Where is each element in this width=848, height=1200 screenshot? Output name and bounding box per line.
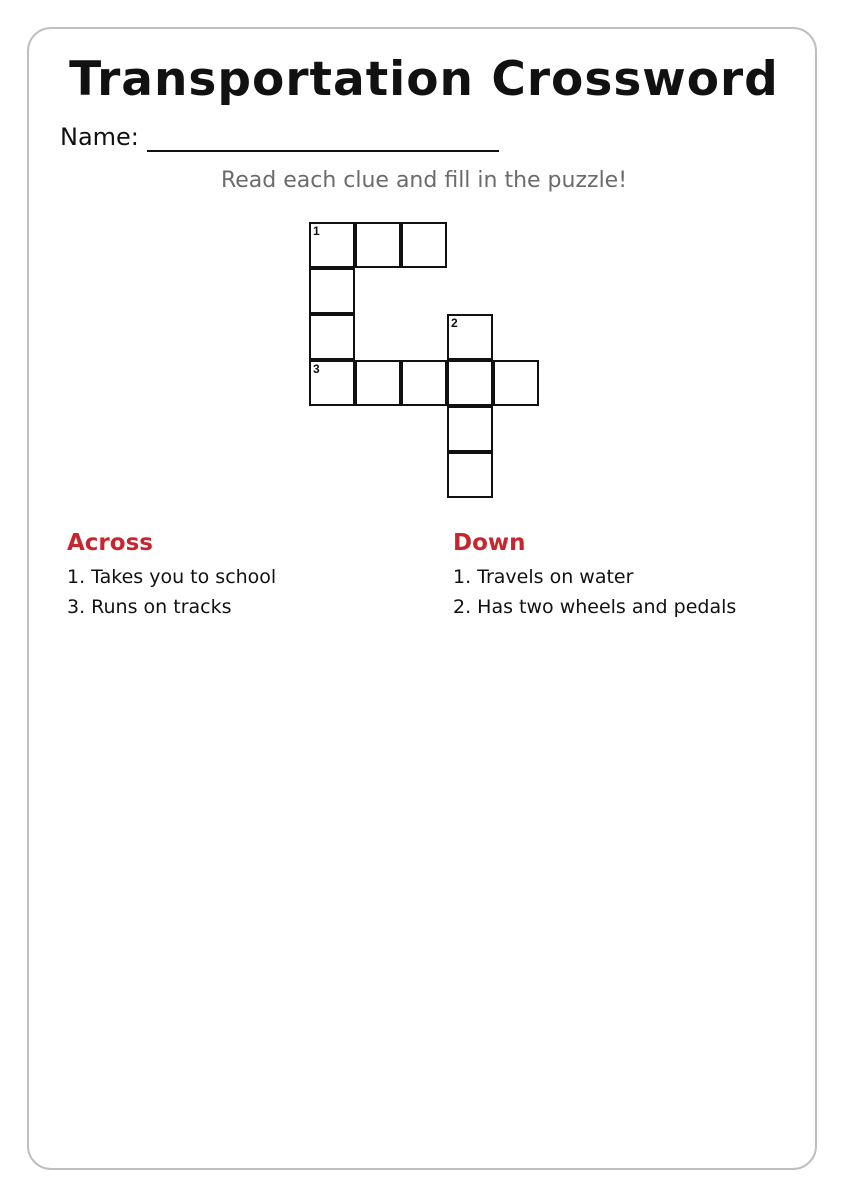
instructions: Read each clue and fill in the puzzle! [220, 168, 628, 193]
crossword-cell[interactable] [447, 406, 493, 452]
across-clue-list [67, 562, 276, 622]
name-label: Name: [60, 123, 139, 151]
page-title: Transportation Crossword [69, 52, 779, 107]
crossword-cell[interactable] [309, 268, 355, 314]
clue-number-3: 3 [313, 362, 320, 376]
clue-number-2: 2 [451, 316, 458, 330]
clue-number-1: 1 [313, 224, 320, 238]
name-row [60, 118, 499, 152]
crossword-cell[interactable] [355, 222, 401, 268]
crossword-cell[interactable] [447, 360, 493, 406]
crossword-cell[interactable] [401, 222, 447, 268]
across-clue-item: 1. Takes you to school [67, 566, 277, 588]
crossword-cell-1[interactable] [309, 222, 355, 268]
crossword-cell[interactable] [309, 314, 355, 360]
crossword-cell[interactable] [447, 452, 493, 498]
name-field[interactable] [147, 124, 499, 152]
across-clue-item: 3. Runs on tracks [67, 596, 232, 618]
crossword-cell-2[interactable] [447, 314, 493, 360]
crossword-cell[interactable] [401, 360, 447, 406]
down-clue-item: 1. Travels on water [453, 566, 634, 588]
down-heading: Down [453, 530, 526, 556]
across-heading: Across [67, 530, 153, 556]
crossword-cell[interactable] [355, 360, 401, 406]
crossword-cell[interactable] [493, 360, 539, 406]
down-clue-item: 2. Has two wheels and pedals [453, 596, 737, 618]
down-clue-list [453, 562, 736, 622]
crossword-cell-3[interactable] [309, 360, 355, 406]
